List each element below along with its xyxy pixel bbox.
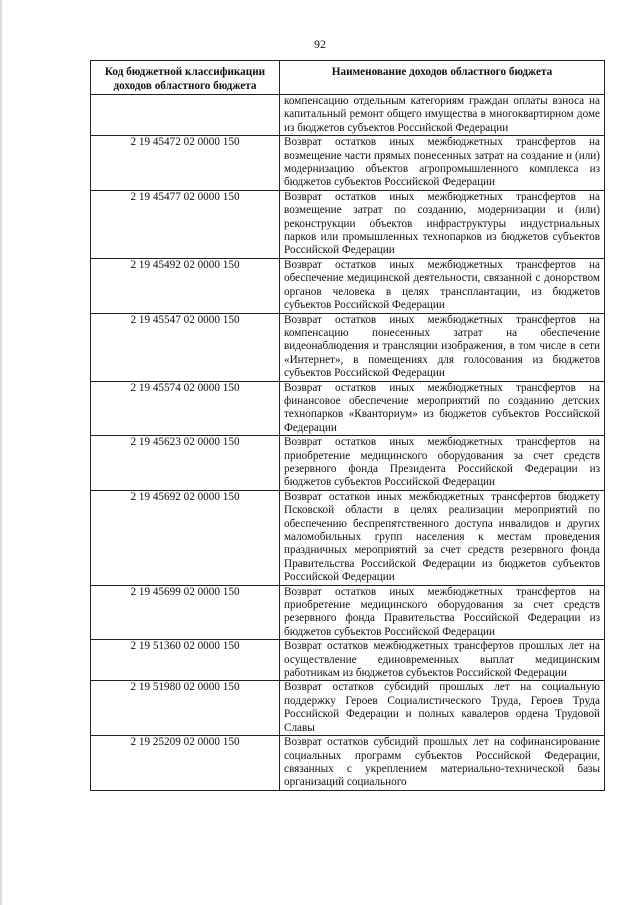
scan-edge-shadow bbox=[0, 0, 3, 905]
row-code: 2 19 45492 02 0000 150 bbox=[91, 258, 280, 313]
row-code: 2 19 45477 02 0000 150 bbox=[91, 190, 280, 258]
row-name: Возврат остатков иных межбюджетных трансфертов на возмещение части прямых понесенных затрат на создание и (или) модернизацию объектов агропромышленного комплекса из бюджетов субъектов Российской Федерации bbox=[280, 136, 605, 191]
row-name: Возврат остатков иных межбюджетных трансфертов на приобретение медицинского оборудования за счет средств резервного фонда Правительства Российской Федерации из бюджетов субъектов Российской Федерации bbox=[280, 585, 605, 640]
row-code: 2 19 51360 02 0000 150 bbox=[91, 640, 280, 681]
table-row bbox=[91, 436, 605, 491]
table-row bbox=[91, 136, 605, 191]
row-code: 2 19 45547 02 0000 150 bbox=[91, 313, 280, 381]
row-code: 2 19 25209 02 0000 150 bbox=[91, 736, 280, 791]
table-row bbox=[91, 381, 605, 436]
row-name: Возврат остатков иных межбюджетных трансфертов на обеспечение медицинской деятельности, связанной с донорством органов человека в целях трансплантации, из бюджетов субъектов Российской Федерации bbox=[280, 258, 605, 313]
row-code: 2 19 45699 02 0000 150 bbox=[91, 585, 280, 640]
table-row bbox=[91, 681, 605, 736]
page-number: 92 bbox=[314, 37, 326, 51]
table-header-row bbox=[91, 61, 605, 95]
table-row bbox=[91, 736, 605, 791]
row-code: 2 19 51980 02 0000 150 bbox=[91, 681, 280, 736]
row-name: Возврат остатков субсидий прошлых лет на социальную поддержку Героев Социалистического Труда, Героев Труда Российской Федерации и полных кавалеров ордена Трудовой Славы bbox=[280, 681, 605, 736]
row-name: Возврат остатков иных межбюджетных трансфертов на приобретение медицинского оборудования за счет средств резервного фонда Президента Российской Федерации из бюджетов субъектов Российской Федерации bbox=[280, 436, 605, 491]
row-name: компенсацию отдельным категориям граждан оплаты взноса на капитальный ремонт общего имущества в многоквартирном доме из бюджетов субъектов Российской Федерации bbox=[280, 95, 605, 136]
row-code bbox=[91, 95, 280, 136]
row-name: Возврат остатков иных межбюджетных трансфертов на возмещение затрат по созданию, модернизации и (или) реконструкции объектов инфраструктуры индустриальных парков или промышленных технопарков из бюджетов субъектов Российской Федерации bbox=[280, 190, 605, 258]
table-row bbox=[91, 95, 605, 136]
table-row bbox=[91, 490, 605, 585]
row-code: 2 19 45623 02 0000 150 bbox=[91, 436, 280, 491]
row-name: Возврат остатков иных межбюджетных трансфертов на компенсацию понесенных затрат на обеспечение видеонаблюдения и трансляции изображения, в том числе в сети «Интернет», в помещениях для голосования из бюджетов субъектов Российской Федерации bbox=[280, 313, 605, 381]
row-code: 2 19 45692 02 0000 150 bbox=[91, 490, 280, 585]
table-row bbox=[91, 258, 605, 313]
row-name: Возврат остатков субсидий прошлых лет на софинансирование социальных программ субъектов Российской Федерации, связанных с укреплением материально-технической базы организаций социального bbox=[280, 736, 605, 791]
row-code: 2 19 45574 02 0000 150 bbox=[91, 381, 280, 436]
row-code: 2 19 45472 02 0000 150 bbox=[91, 136, 280, 191]
table-row bbox=[91, 313, 605, 381]
budget-classification-table bbox=[90, 60, 605, 791]
row-name: Возврат остатков иных межбюджетных трансфертов бюджету Псковской области в целях реализации мероприятий по обеспечению беспрепятственного доступа инвалидов и других маломобильных групп населения к местам проведения праздничных мероприятий за счет средств резервного фонда Правительства Российской Федерации из бюджетов субъектов Российской Федерации bbox=[280, 490, 605, 585]
header-name: Наименование доходов областного бюджета bbox=[280, 61, 605, 95]
header-code: Код бюджетной классификации доходов областного бюджета bbox=[91, 61, 280, 95]
row-name: Возврат остатков иных межбюджетных трансфертов на финансовое обеспечение мероприятий по созданию детских технопарков «Кванториум» из бюджетов субъектов Российской Федерации bbox=[280, 381, 605, 436]
table-row bbox=[91, 190, 605, 258]
row-name: Возврат остатков межбюджетных трансфертов прошлых лет на осуществление единовременных выплат медицинским работникам из бюджетов субъектов Российской Федерации bbox=[280, 640, 605, 681]
table-row bbox=[91, 640, 605, 681]
table-row bbox=[91, 585, 605, 640]
